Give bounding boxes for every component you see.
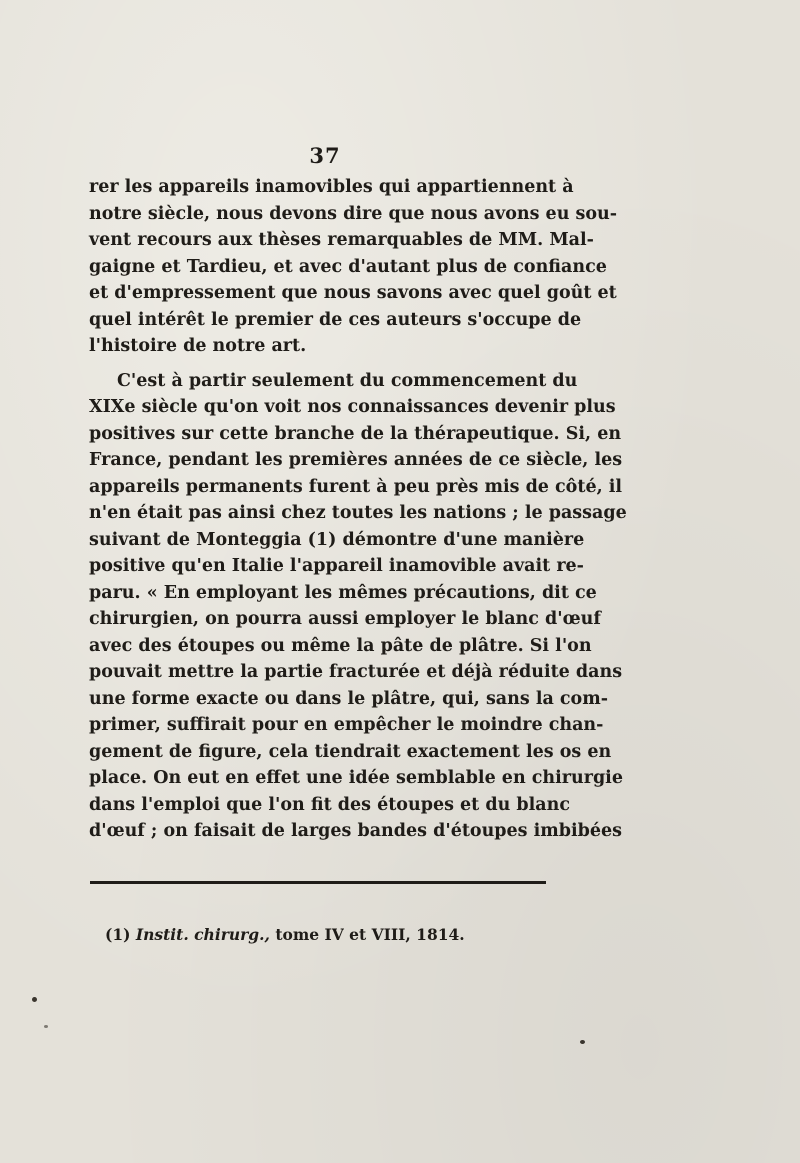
text-line: positive qu'en Italie l'appareil inamovible avait re- [89, 556, 584, 576]
page-number: 37 [309, 143, 341, 168]
text-line: et d'empressement que nous savons avec quel goût et [89, 283, 617, 303]
text-line: positives sur cette branche de la thérapeutique. Si, en [89, 423, 622, 444]
text-line: une forme exacte ou dans le plâtre, qui, sans la com- [89, 688, 609, 709]
text-line: gaigne et Tardieu, et avec d'autant plus de confiance [89, 256, 607, 277]
text-line: n'en était pas ainsi chez toutes les nations ; le passage [89, 503, 627, 523]
paper-speck [32, 997, 37, 1002]
text-line: suivant de Monteggia (1) démontre d'une manière [89, 529, 585, 550]
paragraph-1 [89, 174, 618, 360]
text-line: quel intérêt le premier de ces auteurs s'occupe de [89, 309, 582, 330]
text-line: vent recours aux thèses remarquables de MM. Mal- [89, 230, 594, 250]
paper-speck [580, 1040, 585, 1044]
footnote-source: Instit. chirurg., [135, 925, 270, 944]
text-line: place. On eut en effet une idée semblable en chirurgie [89, 768, 623, 788]
text-line: paru. « En employant les mêmes précautions, dit ce [89, 582, 597, 603]
text-line: l'histoire de notre art. [89, 336, 307, 356]
paper-speck [44, 1025, 48, 1028]
text-line: d'œuf ; on faisait de larges bandes d'étoupes imbibées [89, 821, 623, 841]
text-line: pouvait mettre la partie fracturée et déjà réduite dans [89, 662, 623, 682]
text-line: XIXe siècle qu'on voit nos connaissances devenir plus [89, 397, 616, 417]
footnote [105, 925, 465, 944]
text-line: C'est à partir seulement du commencement du [117, 370, 578, 391]
text-line: rer les appareils inamovibles qui appartiennent à [89, 177, 574, 197]
footnote-marker: (1) [105, 925, 131, 944]
text-line: avec des étoupes ou même la pâte de plâtre. Si l'on [89, 635, 592, 656]
body-text [89, 174, 627, 845]
footnote-detail: tome IV et VIII, 1814. [275, 925, 465, 944]
text-line: chirurgien, on pourra aussi employer le blanc d'œuf [89, 609, 601, 629]
paragraph-2 [89, 368, 627, 845]
text-line: primer, suffirait pour en empêcher le moindre chan- [89, 715, 604, 735]
text-line: dans l'emploi que l'on fit des étoupes et du blanc [89, 794, 570, 815]
text-line: France, pendant les premières années de ce siècle, les [89, 450, 623, 470]
footnote-rule [90, 881, 546, 884]
text-line: notre siècle, nous devons dire que nous avons eu sou- [89, 203, 618, 224]
paragraph-gap [89, 360, 555, 368]
text-line: appareils permanents furent à peu près mis de côté, il [89, 476, 623, 497]
text-line: gement de figure, cela tiendrait exactement les os en [89, 741, 612, 762]
